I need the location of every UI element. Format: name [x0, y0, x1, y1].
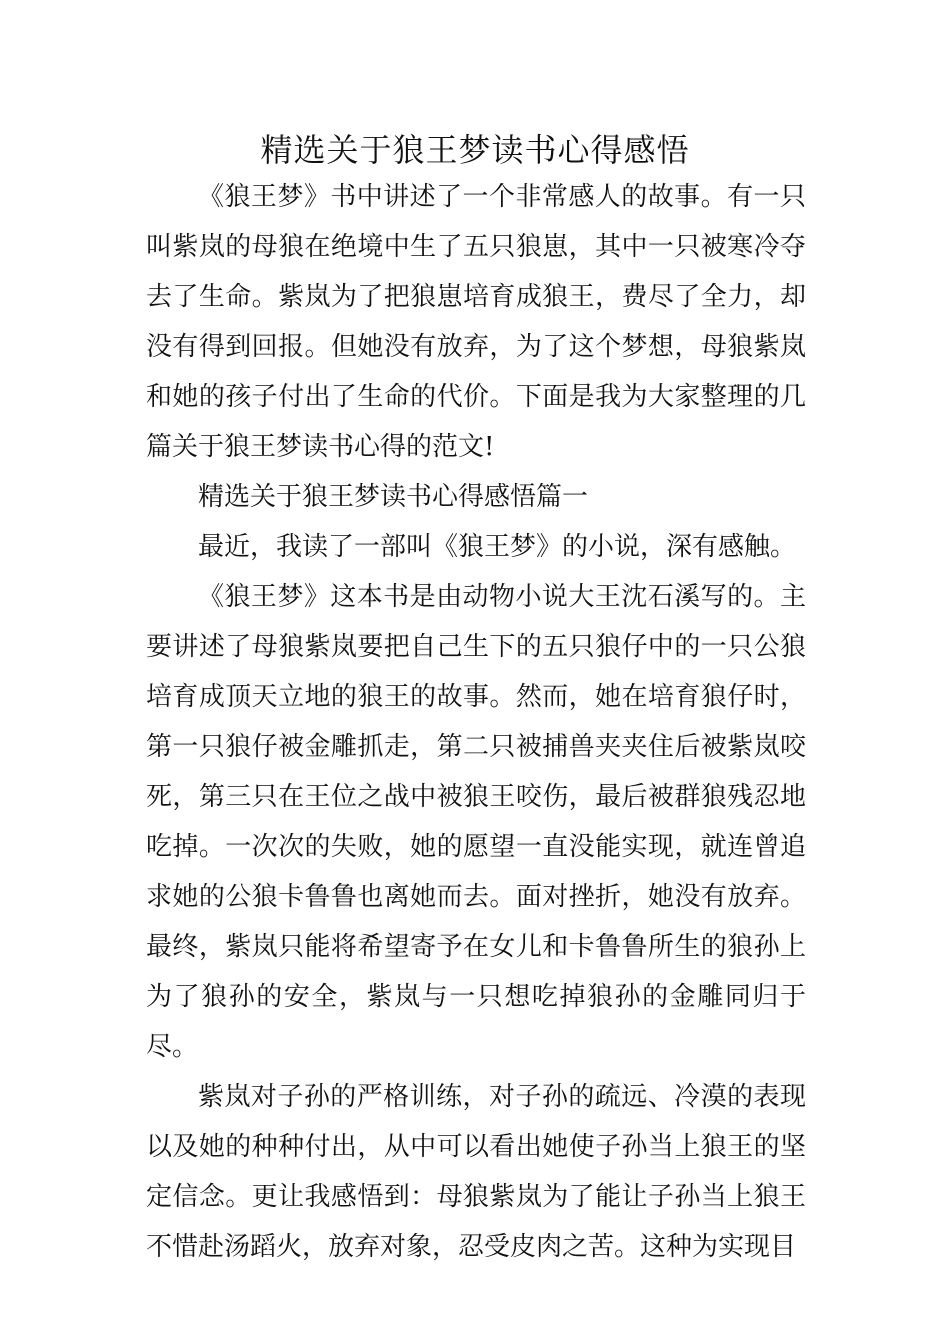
paragraph-reflection: 紫岚对子孙的严格训练，对子孙的疏远、冷漠的表现以及她的种种付出，从中可以看出她使子孙当上狼王的坚定信念。更让我感悟到：母狼紫岚为了能让子孙当上狼王不惜赴汤蹈火，放弃对象，忍受皮肉之苦。这种为实现目 — [146, 1082, 806, 1262]
document-body — [146, 172, 806, 1272]
paragraph-summary: 《狼王梦》这本书是由动物小说大王沈石溪写的。主要讲述了母狼紫岚要把自己生下的五只狼仔中的一只公狼培育成顶天立地的狼王的故事。然而，她在培育狼仔时，第一只狼仔被金雕抓走，第二只被捕兽夹夹住后被紫岚咬死，第三只在王位之战中被狼王咬伤，最后被群狼残忍地吃掉。一次次的失败，她的愿望一直没能实现，就连曾追求她的公狼卡鲁鲁也离她而去。面对挫折，她没有放弃。最终，紫岚只能将希望寄予在女儿和卡鲁鲁所生的狼孙上为了狼孙的安全，紫岚与一只想吃掉狼孙的金雕同归于尽。 — [146, 582, 806, 1062]
section-heading: 精选关于狼王梦读书心得感悟篇一 — [198, 482, 589, 512]
document-title: 精选关于狼王梦读书心得感悟 — [260, 131, 690, 169]
paragraph-intro: 《狼王梦》书中讲述了一个非常感人的故事。有一只叫紫岚的母狼在绝境中生了五只狼崽，其中一只被寒冷夺去了生命。紫岚为了把狼崽培育成狼王，费尽了全力，却没有得到回报。但她没有放弃，为了这个梦想，母狼紫岚和她的孩子付出了生命的代价。下面是我为大家整理的几篇关于狼王梦读书心得的范文! — [146, 182, 806, 462]
paragraph-opening: 最近，我读了一部叫《狼王梦》的小说，深有感触。 — [198, 532, 797, 562]
